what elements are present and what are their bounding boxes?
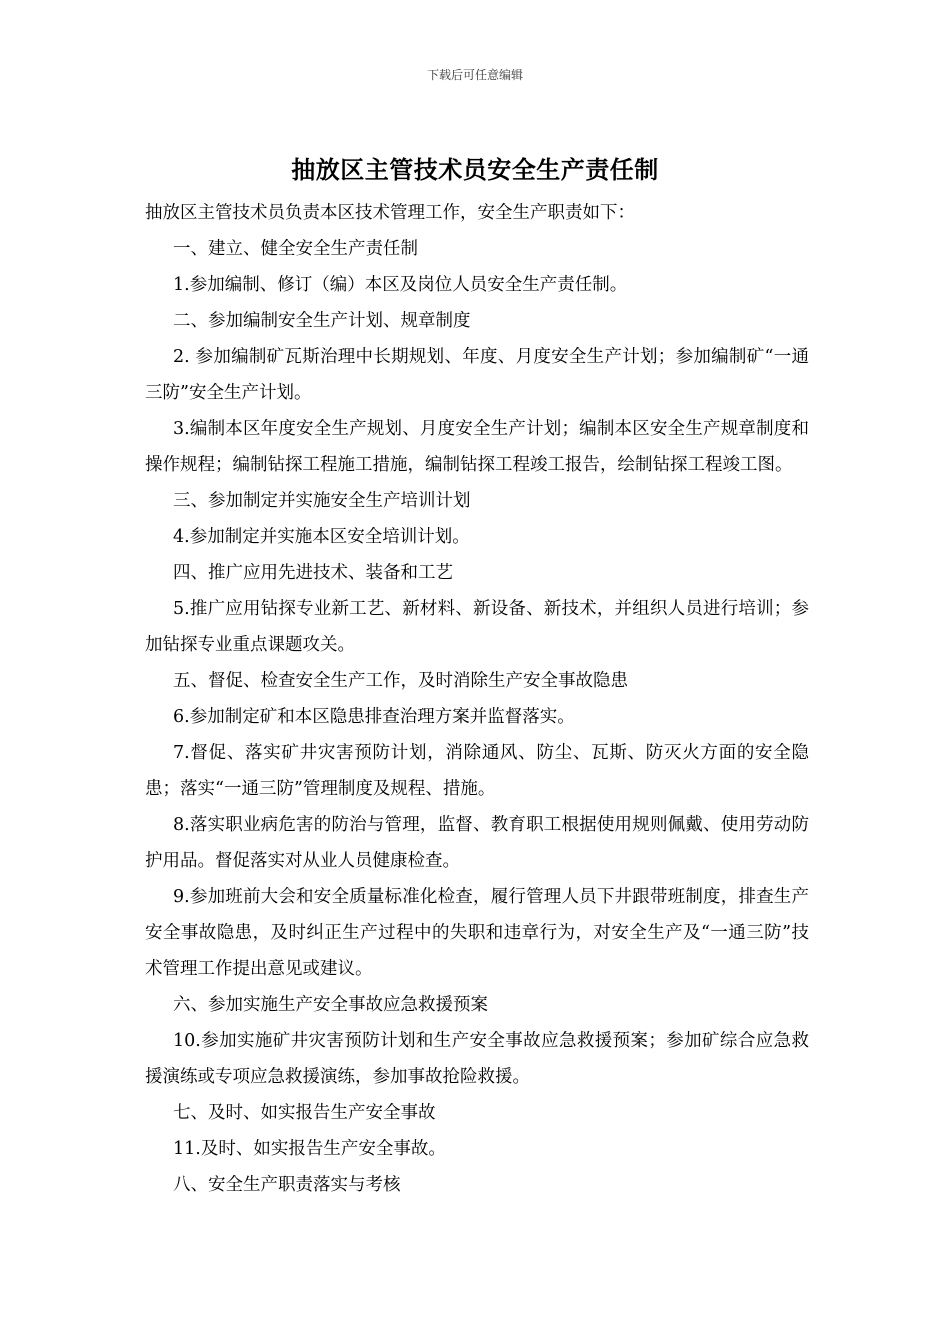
item-4: 4.参加制定并实施本区安全培训计划。 <box>173 527 470 547</box>
item-1: 1.参加编制、修订（编）本区及岗位人员安全生产责任制。 <box>173 275 628 295</box>
section-heading-1: 一、建立、健全安全生产责任制 <box>173 239 418 259</box>
section-heading-2: 二、参加编制安全生产计划、规章制度 <box>173 311 471 331</box>
item-10: 10.参加实施矿井灾害预防计划和生产安全事故应急救援预案；参加矿综合应急救援演练或专项应急救援演练，参加事故抢险救援。 <box>145 1031 809 1087</box>
section-heading-8: 八、安全生产职责落实与考核 <box>173 1175 401 1195</box>
document-title: 抽放区主管技术员安全生产责任制 <box>291 156 659 184</box>
item-5: 5.推广应用钻探专业新工艺、新材料、新设备、新技术，并组织人员进行培训；参加钻探专业重点课题攻关。 <box>145 599 809 655</box>
document-body <box>145 195 809 1203</box>
intro-paragraph: 抽放区主管技术员负责本区技术管理工作，安全生产职责如下： <box>145 203 635 223</box>
item-11: 11.及时、如实报告生产安全事故。 <box>173 1139 446 1159</box>
item-3: 3.编制本区年度安全生产规划、月度安全生产计划；编制本区安全生产规章制度和操作规程；编制钻探工程施工措施，编制钻探工程竣工报告，绘制钻探工程竣工图。 <box>145 419 809 475</box>
item-9: 9.参加班前大会和安全质量标准化检查，履行管理人员下井跟带班制度，排查生产安全事故隐患，及时纠正生产过程中的失职和违章行为，对安全生产及“一通三防”技术管理工作提出意见或建议。 <box>145 887 809 979</box>
item-8: 8.落实职业病危害的防治与管理，监督、教育职工根据使用规则佩戴、使用劳动防护用品。督促落实对从业人员健康检查。 <box>145 815 809 871</box>
section-heading-4: 四、推广应用先进技术、装备和工艺 <box>173 563 453 583</box>
section-heading-7: 七、及时、如实报告生产安全事故 <box>173 1103 436 1123</box>
item-2: 2. 参加编制矿瓦斯治理中长期规划、年度、月度安全生产计划；参加编制矿“一通三防”安全生产计划。 <box>145 347 809 403</box>
item-7: 7.督促、落实矿井灾害预防计划，消除通风、防尘、瓦斯、防灭火方面的安全隐患；落实“一通三防”管理制度及规程、措施。 <box>145 743 809 799</box>
item-6: 6.参加制定矿和本区隐患排查治理方案并监督落实。 <box>173 707 575 727</box>
section-heading-5: 五、督促、检查安全生产工作，及时消除生产安全事故隐患 <box>173 671 628 691</box>
section-heading-6: 六、参加实施生产安全事故应急救援预案 <box>173 995 488 1015</box>
section-heading-3: 三、参加制定并实施安全生产培训计划 <box>173 491 471 511</box>
header-note: 下载后可任意编辑 <box>426 68 523 82</box>
